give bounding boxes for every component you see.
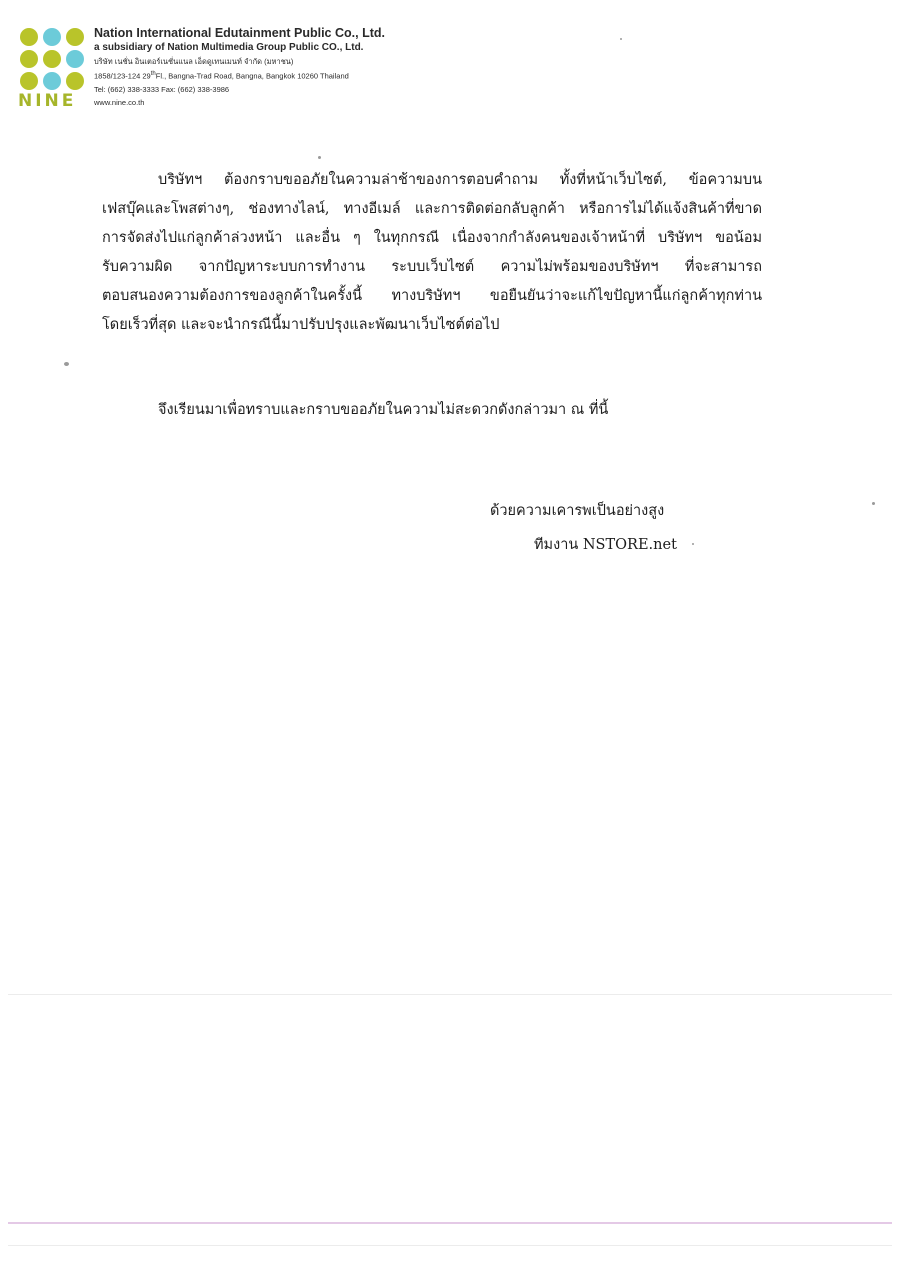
scan-speck [692, 543, 694, 545]
logo-dot-icon [20, 72, 38, 90]
scan-speck [318, 156, 321, 159]
letter-line: รับความผิด จากปัญหาระบบการทำงาน ระบบเว็บไซต์ ความไม่พร้อมของบริษัทฯ ที่จะสามารถ [102, 259, 762, 275]
logo-wordmark: NINE [18, 91, 77, 111]
address-number: 1858/123-124 29 [94, 71, 151, 81]
logo-dot-icon [66, 72, 84, 90]
scan-speck [872, 502, 875, 505]
letterhead [18, 26, 438, 116]
letter-signoff [490, 494, 677, 562]
nine-logo [18, 26, 86, 110]
company-subsidiary: a subsidiary of Nation Multimedia Group Public CO., Ltd. [94, 42, 364, 53]
scan-line-pink [8, 1222, 892, 1224]
scan-speck [620, 38, 622, 40]
address-rest: Fl., Bangna-Trad Road, Bangna, Bangkok 10260 Thailand [155, 71, 349, 81]
logo-dot-icon [66, 28, 84, 46]
letter-body [102, 166, 762, 340]
logo-dot-icon [43, 72, 61, 90]
scan-line-grey [8, 994, 892, 995]
scan-speck [64, 362, 69, 366]
company-phone-fax: Tel: (662) 338-3333 Fax: (662) 338-3986 [94, 84, 230, 94]
letter-line: บริษัทฯ ต้องกราบขออภัยในความล่าช้าของการตอบคำถาม ทั้งที่หน้าเว็บไซต์, ข้อความบน [158, 172, 762, 188]
logo-dot-icon [43, 28, 61, 46]
letter-line: เฟสบุ๊คและโพสต่างๆ, ช่องทางไลน์, ทางอีเมล์ และการติดต่อกลับลูกค้า หรือการไม่ได้แจ้งสินค้าที่ขาด [102, 201, 762, 217]
company-address [94, 68, 434, 83]
logo-dot-icon [66, 50, 84, 68]
company-info [94, 26, 434, 109]
logo-dot-icon [43, 50, 61, 68]
company-thai-name: บริษัท เนชั่น อินเตอร์เนชั่นแนล เอ็ดดูเทนเมนท์ จำกัด (มหาชน) [94, 57, 294, 66]
address-floor-suffix: th [150, 71, 156, 77]
logo-dot-icon [20, 50, 38, 68]
logo-dot-icon [20, 28, 38, 46]
scan-line-grey [8, 1245, 892, 1246]
company-name: Nation International Edutainment Public Co., Ltd. [94, 26, 385, 40]
letter-line: การจัดส่งไปแก่ลูกค้าล่วงหน้า และอื่น ๆ ในทุกกรณี เนื่องจากกำลังคนของเจ้าหน้าที่ บริษัทฯ ขอน้อม [102, 230, 762, 246]
logo-dots [20, 28, 86, 94]
letter-line: ตอบสนองความต้องการของลูกค้าในครั้งนี้ ทางบริษัทฯ ขอยืนยันว่าจะแก้ไขปัญหานี้แก่ลูกค้าทุกท่าน [102, 288, 762, 304]
letter-line: โดยเร็วที่สุด และจะนำกรณีนี้มาปรับปรุงและพัฒนาเว็บไซต์ต่อไป [102, 317, 500, 333]
letter-signature: ทีมงาน NSTORE.net [534, 537, 677, 553]
company-website: www.nine.co.th [94, 97, 145, 107]
letter-closing: จึงเรียนมาเพื่อทราบและกราบขออภัยในความไม่สะดวกดังกล่าวมา ณ ที่นี้ [158, 402, 609, 418]
letter-regards: ด้วยความเคารพเป็นอย่างสูง [490, 503, 665, 519]
